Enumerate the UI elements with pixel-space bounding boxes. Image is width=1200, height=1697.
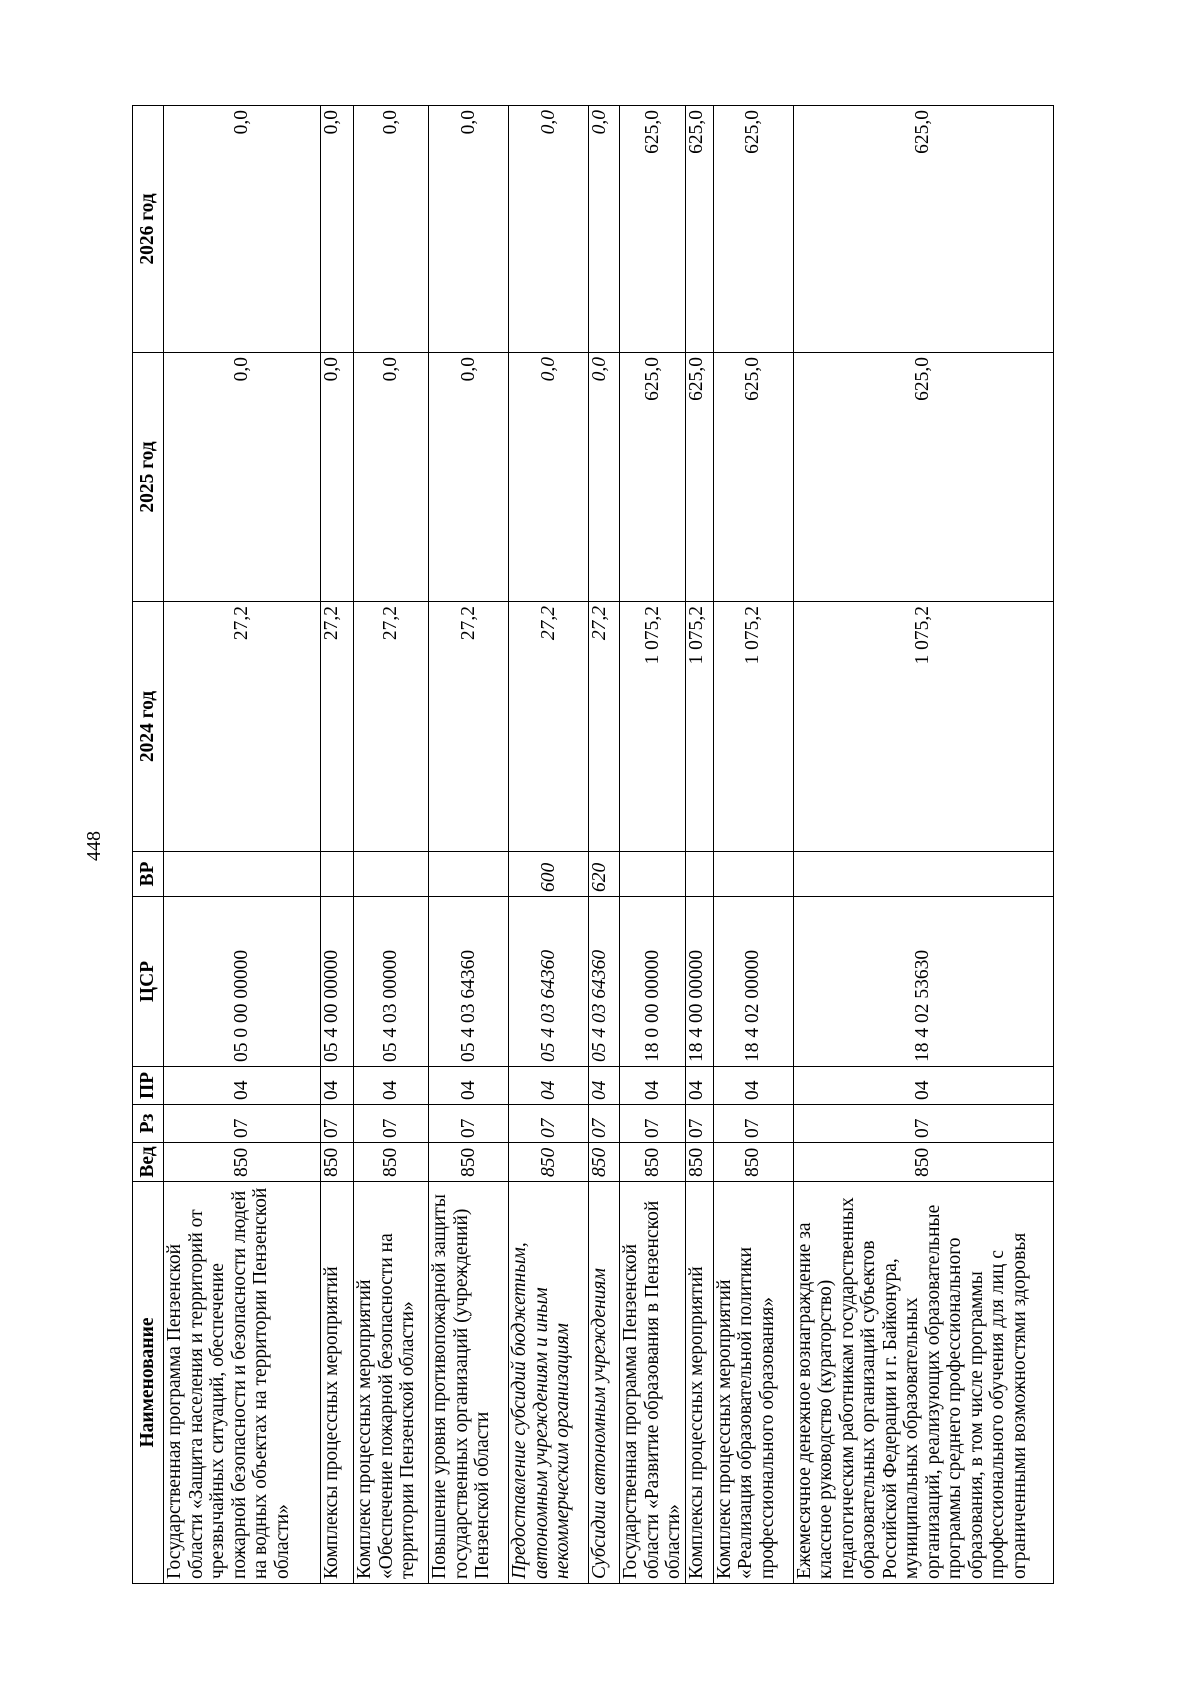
table-row bbox=[685, 106, 713, 1584]
row-2026: 0,0 bbox=[321, 106, 354, 353]
row-2026: 625,0 bbox=[620, 106, 686, 353]
row-rz: 07 bbox=[429, 1105, 509, 1143]
header-pr: ПР bbox=[133, 1067, 164, 1105]
row-vr bbox=[620, 852, 686, 897]
header-csr: ЦСР bbox=[133, 897, 164, 1067]
row-name: Комплекс процессных мероприятий «Реализация образовательной политики профессионального образования» bbox=[713, 1182, 793, 1584]
row-2025: 0,0 bbox=[429, 353, 509, 602]
row-2025: 0,0 bbox=[509, 353, 589, 602]
row-csr: 18 4 02 53630 bbox=[793, 897, 1053, 1067]
row-vr bbox=[793, 852, 1053, 897]
row-name: Государственная программа Пензенской области «Развитие образования в Пензенской области» bbox=[620, 1182, 686, 1584]
row-vr bbox=[685, 852, 713, 897]
budget-table bbox=[132, 105, 1054, 1584]
row-2026: 625,0 bbox=[685, 106, 713, 353]
table-row bbox=[620, 106, 686, 1584]
row-csr: 05 0 00 00000 bbox=[164, 897, 321, 1067]
row-name: Комплекс процессных мероприятий «Обеспечение пожарной безопасности на территории Пензенской области» bbox=[354, 1182, 429, 1584]
table-row bbox=[509, 106, 589, 1584]
row-pr: 04 bbox=[620, 1067, 686, 1105]
row-name: Повышение уровня противопожарной защиты государственных организаций (учреждений) Пензенской области bbox=[429, 1182, 509, 1584]
row-2024: 27,2 bbox=[509, 602, 589, 852]
row-csr: 18 0 00 00000 bbox=[620, 897, 686, 1067]
row-ved: 850 bbox=[164, 1143, 321, 1182]
row-2025: 625,0 bbox=[620, 353, 686, 602]
row-2026: 625,0 bbox=[793, 106, 1053, 353]
row-pr: 04 bbox=[354, 1067, 429, 1105]
row-ved: 850 bbox=[589, 1143, 620, 1182]
row-ved: 850 bbox=[713, 1143, 793, 1182]
row-2024: 27,2 bbox=[429, 602, 509, 852]
row-csr: 05 4 03 64360 bbox=[589, 897, 620, 1067]
row-pr: 04 bbox=[509, 1067, 589, 1105]
row-csr: 18 4 02 00000 bbox=[713, 897, 793, 1067]
row-2026: 625,0 bbox=[713, 106, 793, 353]
row-2024: 1 075,2 bbox=[713, 602, 793, 852]
row-pr: 04 bbox=[164, 1067, 321, 1105]
row-pr: 04 bbox=[685, 1067, 713, 1105]
row-name: Государственная программа Пензенской области «Защита населения и территорий от чрезвычайных ситуаций, обеспечение пожарной безопасности и безопасности людей на водных объектах на территории Пензенской области» bbox=[164, 1182, 321, 1584]
row-pr: 04 bbox=[793, 1067, 1053, 1105]
row-pr: 04 bbox=[429, 1067, 509, 1105]
table-header-row bbox=[133, 106, 164, 1584]
row-2025: 0,0 bbox=[321, 353, 354, 602]
table-row bbox=[713, 106, 793, 1584]
header-rz: Рз bbox=[133, 1105, 164, 1143]
row-ved: 850 bbox=[509, 1143, 589, 1182]
row-vr bbox=[321, 852, 354, 897]
row-name: Субсидии автономным учреждениям bbox=[589, 1182, 620, 1584]
row-2026: 0,0 bbox=[164, 106, 321, 353]
header-2026: 2026 год bbox=[133, 106, 164, 353]
row-2024: 1 075,2 bbox=[793, 602, 1053, 852]
row-2026: 0,0 bbox=[509, 106, 589, 353]
header-name: Наименование bbox=[133, 1182, 164, 1584]
table-row bbox=[321, 106, 354, 1584]
row-rz: 07 bbox=[164, 1105, 321, 1143]
row-name: Ежемесячное денежное вознаграждение за классное руководство (кураторство) педагогическим работникам государственных образовательных организаций субъектов Российской Федерации и г. Байконура, муниципальных образовательных организаций, реализующих образовательные программы среднего профессионального образования, в том числе программы профессионального обучения для лиц с ограниченными возможностями здоровья bbox=[793, 1182, 1053, 1584]
page-number: 448 bbox=[83, 831, 105, 861]
row-ved: 850 bbox=[620, 1143, 686, 1182]
row-csr: 18 4 00 00000 bbox=[685, 897, 713, 1067]
row-vr bbox=[713, 852, 793, 897]
row-rz: 07 bbox=[509, 1105, 589, 1143]
row-vr bbox=[354, 852, 429, 897]
row-2025: 0,0 bbox=[354, 353, 429, 602]
row-rz: 07 bbox=[685, 1105, 713, 1143]
table-row bbox=[164, 106, 321, 1584]
row-rz: 07 bbox=[589, 1105, 620, 1143]
row-2024: 27,2 bbox=[321, 602, 354, 852]
header-2025: 2025 год bbox=[133, 353, 164, 602]
row-ved: 850 bbox=[354, 1143, 429, 1182]
row-2024: 27,2 bbox=[589, 602, 620, 852]
row-2025: 625,0 bbox=[713, 353, 793, 602]
row-2024: 27,2 bbox=[164, 602, 321, 852]
row-ved: 850 bbox=[321, 1143, 354, 1182]
row-2025: 0,0 bbox=[589, 353, 620, 602]
row-vr: 600 bbox=[509, 852, 589, 897]
row-rz: 07 bbox=[620, 1105, 686, 1143]
row-csr: 05 4 03 00000 bbox=[354, 897, 429, 1067]
row-vr bbox=[429, 852, 509, 897]
row-name: Комплексы процессных мероприятий bbox=[685, 1182, 713, 1584]
row-ved: 850 bbox=[793, 1143, 1053, 1182]
row-name: Комплексы процессных мероприятий bbox=[321, 1182, 354, 1584]
row-2024: 1 075,2 bbox=[685, 602, 713, 852]
row-rz: 07 bbox=[321, 1105, 354, 1143]
row-rz: 07 bbox=[354, 1105, 429, 1143]
rotated-table-container bbox=[132, 106, 1070, 1584]
table-row bbox=[429, 106, 509, 1584]
row-csr: 05 4 00 00000 bbox=[321, 897, 354, 1067]
header-ved: Вед bbox=[133, 1143, 164, 1182]
row-2026: 0,0 bbox=[429, 106, 509, 353]
table-row bbox=[793, 106, 1053, 1584]
row-rz: 07 bbox=[713, 1105, 793, 1143]
row-pr: 04 bbox=[589, 1067, 620, 1105]
row-vr: 620 bbox=[589, 852, 620, 897]
header-vr: ВР bbox=[133, 852, 164, 897]
row-pr: 04 bbox=[321, 1067, 354, 1105]
row-2024: 27,2 bbox=[354, 602, 429, 852]
row-pr: 04 bbox=[713, 1067, 793, 1105]
row-2026: 0,0 bbox=[354, 106, 429, 353]
row-name: Предоставление субсидий бюджетным, автономным учреждениям и иным некоммерческим организациям bbox=[509, 1182, 589, 1584]
row-2026: 0,0 bbox=[589, 106, 620, 353]
row-2025: 0,0 bbox=[164, 353, 321, 602]
table-row bbox=[354, 106, 429, 1584]
row-ved: 850 bbox=[685, 1143, 713, 1182]
row-vr bbox=[164, 852, 321, 897]
row-2025: 625,0 bbox=[793, 353, 1053, 602]
row-rz: 07 bbox=[793, 1105, 1053, 1143]
row-ved: 850 bbox=[429, 1143, 509, 1182]
row-csr: 05 4 03 64360 bbox=[509, 897, 589, 1067]
row-2024: 1 075,2 bbox=[620, 602, 686, 852]
header-2024: 2024 год bbox=[133, 602, 164, 852]
row-csr: 05 4 03 64360 bbox=[429, 897, 509, 1067]
row-2025: 625,0 bbox=[685, 353, 713, 602]
table-row bbox=[589, 106, 620, 1584]
